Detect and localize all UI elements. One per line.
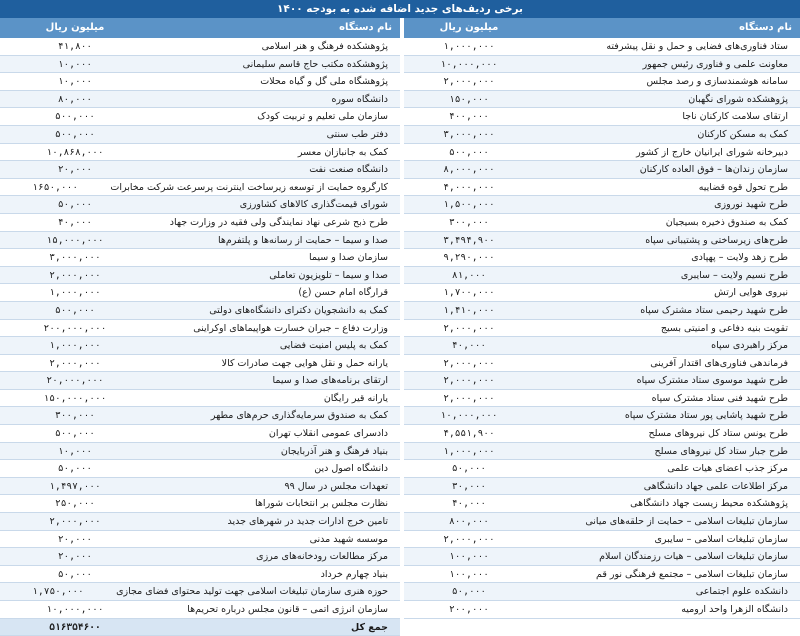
table-row — [404, 601, 800, 619]
row-name: بنیاد چهارم خرداد — [320, 568, 388, 580]
table-row — [404, 495, 800, 513]
row-value: ۱۵,۰۰۰,۰۰۰ — [46, 234, 104, 246]
row-name: دانشگاه صنعت نفت — [309, 164, 388, 176]
row-value: ۵۰,۰۰۰ — [57, 463, 93, 475]
row-name: موسسه شهید مدنی — [309, 533, 388, 545]
row-value: ۱,۰۰۰,۰۰۰ — [443, 445, 495, 457]
row-name: پژوهشکده محیط زیست جهاد دانشگاهی — [630, 498, 788, 510]
row-name: پژوهشکده فرهنگ و هنر اسلامی — [261, 41, 388, 52]
row-value: ۲۵۰,۰۰۰ — [54, 498, 96, 510]
table-row — [0, 284, 400, 302]
row-name: تعهدات مجلس در سال ۹۹ — [284, 480, 388, 492]
table-row — [404, 267, 800, 285]
row-value: ۵۰۰,۰۰۰ — [54, 111, 96, 123]
row-name: طرح شهید نوروزی — [714, 199, 788, 211]
row-name: کمک به دانشجویان دکترای دانشگاه‌های دولتی — [209, 304, 388, 316]
table-row — [404, 38, 800, 56]
row-name: سازمان تبلیغات اسلامی – مجتمع فرهنگی نور قم — [596, 568, 788, 580]
header-name: نام دستگاه — [739, 22, 792, 33]
table-row — [0, 196, 400, 214]
table-row — [0, 425, 400, 443]
left-table-body — [0, 38, 400, 636]
row-value: ۱,۴۹۷,۰۰۰ — [49, 480, 101, 492]
row-name: جمع کل — [350, 621, 388, 633]
row-name: معاونت علمی و فناوری رئیس جمهور — [642, 58, 788, 70]
row-name: صدا و سیما – حمایت از رسانه‌ها و پلتفرم‌ها — [217, 234, 388, 246]
table-row — [404, 126, 800, 144]
row-value: ۴۰۰,۰۰۰ — [448, 111, 490, 123]
table-row — [404, 425, 800, 443]
table-row — [0, 495, 400, 513]
row-name: طرح یونس ستاد کل نیروهای مسلح — [648, 428, 788, 440]
row-name: طرح نسیم ولایت – سایبری — [680, 269, 788, 281]
row-value: ۵۰,۰۰۰ — [451, 586, 487, 598]
row-name: یارانه قیر رایگان — [323, 392, 388, 404]
table-row — [404, 179, 800, 197]
row-name: دادسرای عمومی انقلاب تهران — [268, 428, 388, 440]
table-row — [404, 320, 800, 338]
row-value: ۲,۰۰۰,۰۰۰ — [443, 357, 495, 369]
row-value: ۱۰,۰۰۰ — [57, 445, 93, 457]
right-table-body — [404, 38, 800, 619]
table-row — [0, 513, 400, 531]
row-value: ۲,۰۰۰,۰۰۰ — [49, 357, 101, 369]
table-row — [0, 232, 400, 250]
row-value: ۱۰,۰۰۰,۰۰۰ — [440, 58, 498, 70]
table-row — [0, 443, 400, 461]
row-name: حوزه هنری سازمان تبلیغات اسلامی جهت تولید محتوای فضای مجازی — [116, 586, 388, 598]
row-name: مرکز مطالعات رودخانه‌های مرزی — [256, 551, 388, 563]
row-name: قرارگاه امام حسن (ع) — [298, 287, 388, 299]
row-value: ۱,۷۰۰,۰۰۰ — [443, 287, 495, 299]
table-row — [404, 284, 800, 302]
table-row — [404, 355, 800, 373]
row-value: ۲,۰۰۰,۰۰۰ — [443, 392, 495, 404]
row-value: ۵۱۶۳۵۴۶۰۰ — [49, 621, 101, 633]
row-value: ۱۰,۰۰۰ — [57, 58, 93, 70]
row-value: ۵۰,۰۰۰ — [57, 199, 93, 211]
row-value: ۴,۵۵۱,۹۰۰ — [443, 428, 495, 440]
row-value: ۲۰,۰۰۰ — [57, 164, 93, 176]
row-name: کمک به جانبازان معسر — [297, 146, 388, 158]
row-value: ۳,۴۹۴,۹۰۰ — [443, 234, 495, 246]
row-name: سازمان انرژی اتمی – قانون مجلس درباره تحریم‌ها — [187, 604, 388, 615]
row-value: ۱,۷۵۰,۰۰۰ — [32, 586, 84, 598]
row-name: طرح تحول قوه قضاییه — [698, 181, 788, 193]
row-value: ۲,۰۰۰,۰۰۰ — [49, 269, 101, 281]
table-row — [0, 337, 400, 355]
row-value: ۲,۰۰۰,۰۰۰ — [443, 533, 495, 545]
row-name: سازمان صدا و سیما — [309, 252, 388, 264]
row-name: کارگروه حمایت از توسعه زیرساخت اینترنت پرسرعت شرکت مخابرات — [110, 181, 388, 193]
row-value: ۵۰۰,۰۰۰ — [448, 146, 490, 158]
row-value: ۱,۴۱۰,۰۰۰ — [443, 304, 495, 316]
row-value: ۲,۰۰۰,۰۰۰ — [443, 375, 495, 387]
row-name: نیروی هوایی ارتش — [714, 287, 788, 299]
row-name: طرح شهید فنی ستاد مشترک سپاه — [651, 392, 788, 404]
row-value: ۱,۰۰۰,۰۰۰ — [49, 340, 101, 352]
row-name: تقویت بنیه دفاعی و امنیتی بسیج — [660, 322, 788, 334]
row-name: پژوهشکده مکتب حاج قاسم سلیمانی — [242, 58, 388, 70]
table-row — [0, 56, 400, 74]
row-value: ۲,۰۰۰,۰۰۰ — [443, 322, 495, 334]
row-name: ارتقای سلامت کارکنان ناجا — [682, 111, 788, 123]
table-row — [0, 355, 400, 373]
row-value: ۱۰,۰۰۰,۰۰۰ — [46, 604, 104, 615]
table-row — [404, 407, 800, 425]
row-value: ۲۰۰,۰۰۰ — [448, 604, 490, 615]
table-row — [0, 320, 400, 338]
row-value: ۲۰۰,۰۰۰,۰۰۰ — [43, 322, 107, 334]
table-row — [404, 249, 800, 267]
row-name: طرح شهید رحیمی ستاد مشترک سپاه — [640, 304, 788, 316]
row-name: مرکز راهبردی سپاه — [711, 340, 788, 352]
row-value: ۲۰,۰۰۰,۰۰۰ — [46, 375, 104, 387]
row-name: دانشکده علوم اجتماعی — [695, 586, 788, 598]
table-row — [404, 161, 800, 179]
row-name: یارانه حمل و نقل هوایی جهت صادرات کالا — [221, 357, 388, 369]
table-row — [404, 196, 800, 214]
header-name: نام دستگاه — [339, 22, 392, 33]
row-name: بنیاد فرهنگ و هنر آذربایجان — [280, 445, 388, 457]
row-value: ۵۰,۰۰۰ — [451, 463, 487, 475]
row-value: ۸۰۰,۰۰۰ — [448, 516, 490, 528]
header-value: میلیون ریال — [45, 22, 105, 33]
row-name: سازمان تبلیغات اسلامی – حمایت از حلقه‌های میانی — [585, 516, 788, 528]
row-name: صدا و سیما – تلویزیون تعاملی — [269, 269, 388, 281]
table-row — [0, 214, 400, 232]
table-divider — [400, 18, 404, 609]
row-name: سازمان زندان‌ها – فوق العاده کارکنان — [639, 164, 788, 176]
row-value: ۱,۰۰۰,۰۰۰ — [49, 287, 101, 299]
table-row — [0, 302, 400, 320]
table-row — [0, 108, 400, 126]
row-name: دبیرخانه شورای ایرانیان خارج از کشور — [636, 146, 788, 158]
row-name: سازمان تبلیغات اسلامی – سایبری — [654, 533, 788, 545]
row-value: ۵۰,۰۰۰ — [57, 568, 93, 580]
table-row — [0, 583, 400, 601]
table-row — [404, 390, 800, 408]
row-name: دانشگاه الزهرا واحد ارومیه — [681, 604, 788, 615]
left-table-header — [0, 18, 400, 38]
row-value: ۴,۰۰۰,۰۰۰ — [443, 181, 495, 193]
right-table — [404, 18, 800, 619]
table-row — [0, 144, 400, 162]
table-row — [404, 232, 800, 250]
row-value: ۳۰,۰۰۰ — [451, 480, 487, 492]
row-value: ۵۰۰,۰۰۰ — [54, 428, 96, 440]
table-row — [404, 214, 800, 232]
row-name: فرماندهی فناوری‌های اقتدار آفرینی — [650, 357, 788, 369]
row-name: دفتر طب سنتی — [326, 128, 388, 140]
row-name: ستاد فناوری‌های فضایی و حمل و نقل پیشرفته — [606, 41, 788, 52]
table-row — [404, 566, 800, 584]
row-name: دانشگاه اصول دین — [314, 463, 388, 475]
row-name: مرکز اطلاعات علمی جهاد دانشگاهی — [643, 480, 788, 492]
row-value: ۴۰,۰۰۰ — [451, 498, 487, 510]
row-value: ۱۰۰,۰۰۰ — [448, 568, 490, 580]
row-value: ۱۰,۰۰۰,۰۰۰ — [440, 410, 498, 422]
row-name: سازمان تبلیغات اسلامی – هیات رزمندگان اسلام — [599, 551, 788, 563]
table-row — [404, 73, 800, 91]
row-value: ۲,۰۰۰,۰۰۰ — [49, 516, 101, 528]
table-row — [0, 179, 400, 197]
table-row — [404, 478, 800, 496]
row-value: ۱,۰۰۰,۰۰۰ — [443, 41, 495, 52]
row-name: طرح جبار ستاد کل نیروهای مسلح — [654, 445, 788, 457]
row-value: ۸۱,۰۰۰ — [451, 269, 487, 281]
row-value: ۳۰۰,۰۰۰ — [448, 216, 490, 228]
table-row — [0, 91, 400, 109]
table-row — [404, 460, 800, 478]
header-value: میلیون ریال — [439, 22, 499, 33]
table-row — [0, 249, 400, 267]
row-name: طرح‌های زیرساختی و پشتیبانی سپاه — [645, 234, 788, 246]
row-name: پژوهشگاه ملی گل و گیاه محلات — [260, 76, 388, 88]
table-row — [0, 407, 400, 425]
table-row — [0, 38, 400, 56]
table-row — [0, 390, 400, 408]
row-name: دانشگاه سوره — [331, 93, 388, 105]
table-title: برخی ردیف‌های جدید اضافه شده به بودجه ۱۴۰۰ — [0, 0, 800, 18]
table-row — [0, 566, 400, 584]
tables-container — [0, 18, 800, 633]
table-row — [404, 513, 800, 531]
table-row — [0, 478, 400, 496]
table-row — [404, 56, 800, 74]
table-row — [0, 126, 400, 144]
table-row — [404, 548, 800, 566]
row-name: طرح ذبح شرعی نهاد نمایندگی ولی فقیه در وزارت جهاد — [169, 216, 388, 228]
table-row — [0, 601, 400, 619]
row-name: پژوهشکده شورای نگهبان — [688, 93, 788, 105]
row-value: ۱۰,۰۰۰ — [57, 76, 93, 88]
row-value: ۳۰۰,۰۰۰ — [54, 410, 96, 422]
row-name: طرح شهید موسوی ستاد مشترک سپاه — [636, 375, 788, 387]
row-value: ۳,۰۰۰,۰۰۰ — [443, 128, 495, 140]
table-row — [404, 531, 800, 549]
row-name: نظارت مجلس بر انتخابات شوراها — [255, 498, 388, 510]
table-row — [0, 161, 400, 179]
table-row — [404, 144, 800, 162]
table-row — [0, 531, 400, 549]
row-value: ۱,۵۰۰,۰۰۰ — [443, 199, 495, 211]
table-row — [404, 372, 800, 390]
row-value: ۹,۲۹۰,۰۰۰ — [443, 252, 495, 264]
row-name: ارتقای برنامه‌های صدا و سیما — [272, 375, 388, 387]
table-row — [0, 267, 400, 285]
row-value: ۱۰,۸۶۸,۰۰۰ — [46, 146, 104, 158]
row-value: ۱۵۰,۰۰۰ — [448, 93, 490, 105]
row-value: ۸,۰۰۰,۰۰۰ — [443, 164, 495, 176]
table-row — [404, 443, 800, 461]
row-name: کمک به پلیس امنیت فضایی — [279, 340, 388, 352]
row-name: کمک به صندوق سرمایه‌گذاری حرم‌های مطهر — [210, 410, 388, 422]
row-value: ۴۰,۰۰۰ — [451, 340, 487, 352]
row-value: ۱۵۰,۰۰۰,۰۰۰ — [43, 392, 107, 404]
row-value: ۴۱,۸۰۰ — [57, 41, 93, 52]
table-row — [404, 91, 800, 109]
table-row — [404, 583, 800, 601]
row-value: ۴۰,۰۰۰ — [57, 216, 93, 228]
row-name: سازمان ملی تعلیم و تربیت کودک — [257, 111, 388, 123]
row-name: وزارت دفاع – جبران خسارت هواپیماهای اوکراینی — [193, 322, 388, 334]
row-value: ۸۰,۰۰۰ — [57, 93, 93, 105]
row-value: ۱۶۵۰,۰۰۰ — [32, 181, 79, 193]
table-row — [404, 302, 800, 320]
row-name: سامانه هوشمندسازی و رصد مجلس — [646, 76, 788, 88]
row-value: ۱۰۰,۰۰۰ — [448, 551, 490, 563]
row-value: ۲۰,۰۰۰ — [57, 551, 93, 563]
row-name: طرح شهید پاشایی پور ستاد مشترک سپاه — [624, 410, 788, 422]
table-row — [0, 372, 400, 390]
left-table — [0, 18, 400, 636]
row-value: ۵۰۰,۰۰۰ — [54, 304, 96, 316]
table-row — [404, 337, 800, 355]
table-row — [0, 548, 400, 566]
table-row — [0, 460, 400, 478]
table-row — [0, 619, 400, 636]
row-value: ۳,۰۰۰,۰۰۰ — [49, 252, 101, 264]
row-name: طرح زهد ولایت – پهپادی — [691, 252, 788, 264]
table-row — [0, 73, 400, 91]
row-name: کمک به مسکن کارکنان — [697, 128, 788, 140]
row-name: شورای قیمت‌گذاری کالاهای کشاورزی — [239, 199, 388, 211]
row-name: تامین خرج ادارات جدید در شهرهای جدید — [227, 516, 388, 528]
row-name: کمک به صندوق ذخیره بسیجیان — [665, 216, 788, 228]
right-table-header — [404, 18, 800, 38]
table-row — [404, 108, 800, 126]
row-value: ۲,۰۰۰,۰۰۰ — [443, 76, 495, 88]
row-value: ۲۰,۰۰۰ — [57, 533, 93, 545]
row-value: ۵۰۰,۰۰۰ — [54, 128, 96, 140]
row-name: مرکز جذب اعضای هیات علمی — [667, 463, 788, 475]
